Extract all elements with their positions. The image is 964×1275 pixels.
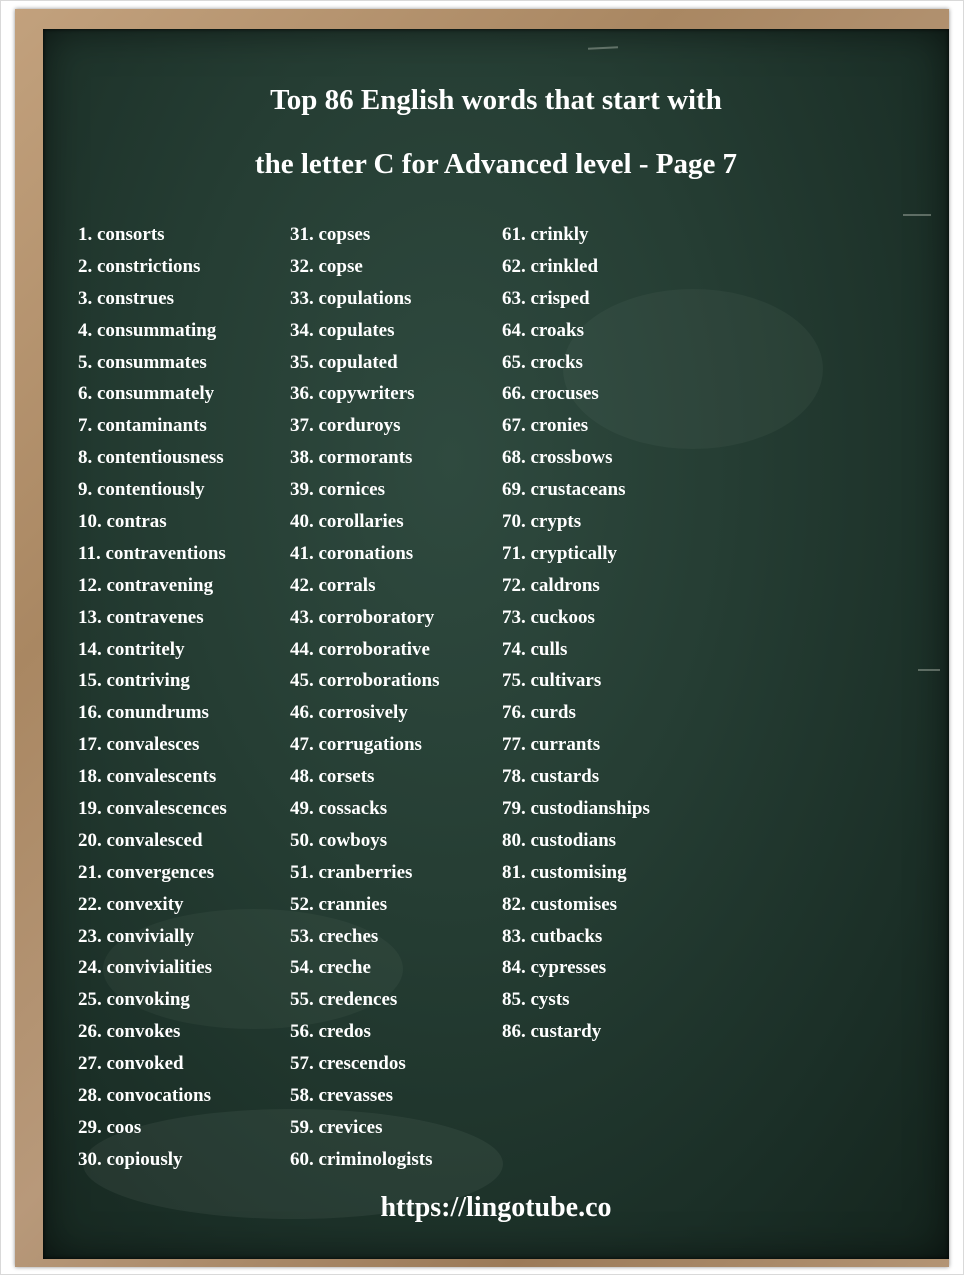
word-list-item: 46. corrosively	[290, 702, 408, 724]
word-list-item: 86. custardy	[502, 1021, 602, 1043]
word-list-item: 61. crinkly	[502, 224, 589, 245]
word-list-item: 32. copse	[290, 255, 363, 277]
word-list-item: 65. crocks	[502, 351, 583, 373]
word-list-item: 35. copulated	[290, 351, 398, 373]
word-list-item: 14. contritely	[78, 638, 185, 660]
word-list-item: 77. currants	[502, 734, 601, 756]
word-list-item: 7. contaminants	[78, 415, 207, 437]
word-list-item: 39. cornices	[290, 479, 385, 501]
word-list-item: 48. corsets	[290, 766, 375, 788]
page-title-line-2: the letter C for Advanced level - Page 7	[254, 148, 738, 180]
word-list-item: 13. contravenes	[78, 606, 204, 628]
word-list-item: 31. copses	[290, 224, 371, 245]
word-list-item: 18. convalescents	[78, 766, 217, 788]
word-list-item: 53. creches	[290, 925, 379, 947]
word-list-item: 45. corroborations	[290, 670, 440, 692]
word-column-3	[502, 219, 650, 1048]
chalk-scratch	[918, 669, 940, 671]
word-list-item: 81. customising	[502, 861, 627, 883]
word-list-item: 57. crescendos	[290, 1053, 406, 1075]
word-list-item: 24. convivialities	[78, 957, 213, 979]
word-list-item: 85. cysts	[502, 989, 570, 1011]
word-list-item: 23. convivially	[78, 925, 195, 947]
word-list-item: 78. custards	[502, 766, 600, 788]
word-list-item: 3. construes	[78, 287, 175, 309]
word-list-item: 56. credos	[290, 1021, 371, 1043]
chalk-scratch	[903, 214, 931, 216]
word-list-item: 10. contras	[78, 511, 167, 533]
word-list-item: 68. crossbows	[502, 447, 613, 469]
word-list-item: 76. curds	[502, 702, 576, 724]
chalkboard-wood-frame	[15, 9, 949, 1267]
word-list-item: 37. corduroys	[290, 415, 401, 437]
word-list-item: 30. copiously	[78, 1148, 183, 1170]
word-list-item: 19. convalescences	[78, 798, 227, 820]
word-list-item: 16. conundrums	[78, 702, 209, 724]
word-list-item: 54. creche	[290, 957, 371, 979]
word-list-item: 5. consummates	[78, 351, 207, 373]
word-list-item: 12. contravening	[78, 574, 214, 596]
word-list-item: 83. cutbacks	[502, 925, 603, 947]
word-list-item: 15. contriving	[78, 670, 190, 692]
word-list-item: 74. culls	[502, 638, 568, 660]
word-list-item: 49. cossacks	[290, 798, 388, 820]
word-list-item: 17. convalesces	[78, 734, 200, 756]
word-list-item: 63. crisped	[502, 287, 590, 309]
word-list-item: 6. consummately	[78, 383, 215, 405]
word-list-item: 11. contraventions	[78, 542, 226, 564]
word-list-item: 51. cranberries	[290, 861, 413, 883]
word-list-item: 58. crevasses	[290, 1085, 394, 1107]
page-title-line-1: Top 86 English words that start with	[270, 84, 722, 116]
word-list-item: 82. customises	[502, 893, 618, 915]
word-list-item: 67. cronies	[502, 415, 589, 437]
word-list-item: 33. copulations	[290, 287, 412, 309]
word-list-item: 84. cypresses	[502, 957, 607, 979]
word-list-item: 43. corroboratory	[290, 606, 435, 628]
footer-url: https://lingotube.co	[380, 1192, 612, 1223]
word-list-item: 69. crustaceans	[502, 479, 626, 501]
word-column-2	[290, 219, 440, 1176]
word-list-item: 42. corrals	[290, 574, 376, 596]
word-list-item: 29. coos	[78, 1116, 142, 1138]
word-list-item: 70. crypts	[502, 511, 582, 533]
word-list-item: 80. custodians	[502, 829, 617, 851]
word-list-item: 2. constrictions	[78, 255, 201, 277]
word-list-item: 21. convergences	[78, 861, 215, 883]
word-list-item: 73. cuckoos	[502, 606, 595, 628]
word-list-item: 66. crocuses	[502, 383, 599, 405]
word-list-item: 64. croaks	[502, 319, 584, 341]
word-list-item: 60. criminologists	[290, 1148, 433, 1170]
word-list-item: 50. cowboys	[290, 829, 388, 851]
word-list-item: 52. crannies	[290, 893, 388, 915]
word-list-item: 47. corrugations	[290, 734, 422, 756]
word-column-1	[78, 219, 227, 1176]
word-list-item: 27. convoked	[78, 1053, 184, 1075]
word-list-item: 26. convokes	[78, 1021, 181, 1043]
word-list-item: 79. custodianships	[502, 798, 650, 820]
word-list-item: 4. consummating	[78, 319, 217, 341]
word-list-item: 40. corollaries	[290, 511, 404, 533]
word-list-item: 25. convoking	[78, 989, 190, 1011]
word-list-item: 59. crevices	[290, 1116, 383, 1138]
word-list-item: 75. cultivars	[502, 670, 602, 692]
word-list-item: 28. convocations	[78, 1085, 211, 1107]
word-list-item: 44. corroborative	[290, 638, 430, 660]
chalkboard	[43, 29, 949, 1259]
word-list-item: 38. cormorants	[290, 447, 413, 469]
word-list-item: 72. caldrons	[502, 574, 600, 596]
word-list-item: 22. convexity	[78, 893, 184, 915]
word-list-item: 71. cryptically	[502, 542, 618, 564]
word-list-item: 36. copywriters	[290, 383, 415, 405]
word-list-item: 1. consorts	[78, 224, 165, 245]
word-list-item: 55. credences	[290, 989, 398, 1011]
word-list-item: 41. coronations	[290, 542, 414, 564]
word-list-item: 8. contentiousness	[78, 447, 224, 469]
word-list-item: 20. convalesced	[78, 829, 203, 851]
word-list-item: 9. contentiously	[78, 479, 205, 501]
chalk-scratch	[588, 46, 618, 50]
word-list-item: 34. copulates	[290, 319, 395, 341]
word-list-item: 62. crinkled	[502, 255, 599, 277]
